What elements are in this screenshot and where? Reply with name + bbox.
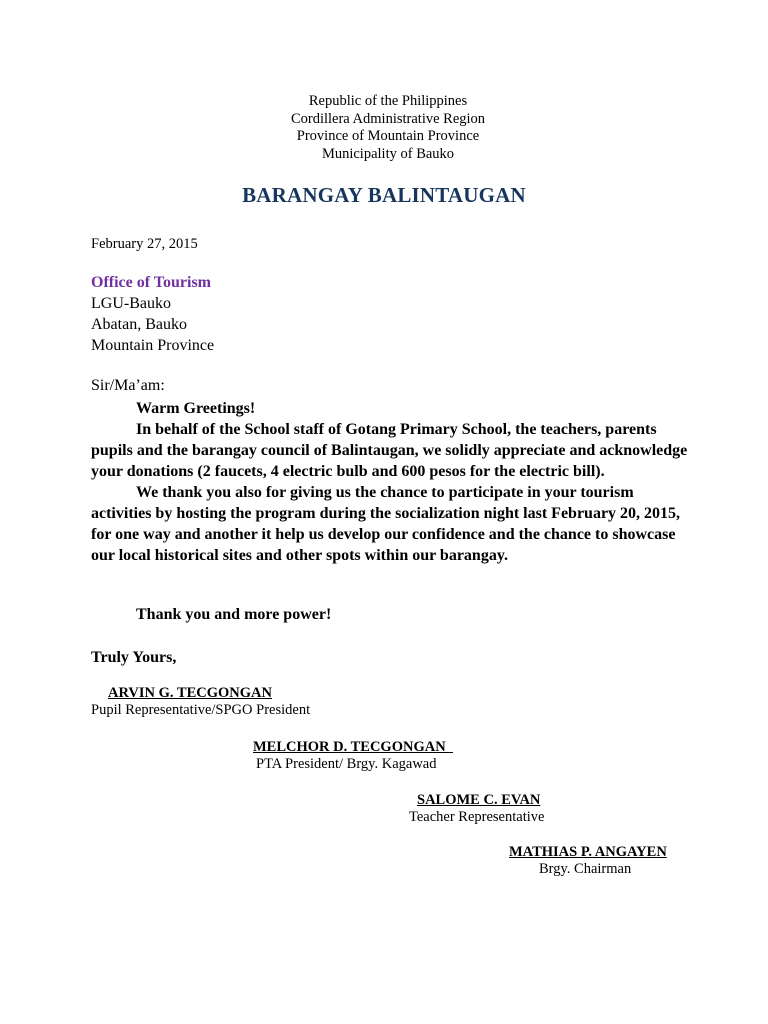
addressee-office: Office of Tourism [91, 274, 211, 291]
signatory-block [509, 844, 667, 878]
letterhead [0, 93, 768, 163]
header-line-region: Cordillera Administrative Region [290, 110, 486, 127]
signatory-name: ARVIN G. TECGONGAN [108, 685, 272, 701]
header-line-province: Province of Mountain Province [296, 128, 480, 144]
signatory-name: MELCHOR D. TECGONGAN [253, 739, 453, 755]
signatory-role: Brgy. Chairman [539, 861, 632, 877]
body-paragraph-2: We thank you also for giving us the chance to participate in your tourism activities by hosting the program during the socialization night last February 20, 2015, for one way and another it help us develop our confidence and the chance to showcase our local historical sites and other spots within our barangay. [91, 484, 681, 564]
addressee-line: LGU-Bauko [91, 295, 171, 312]
body-paragraph-1: In behalf of the School staff of Gotang Primary School, the teachers, parents pupils and the barangay council of Balintaugan, we solidly appreciate and acknowledge your donations (2 faucets, 4 electric bulb and 600 pesos for the electric bill). [91, 421, 688, 480]
addressee-line: Mountain Province [91, 337, 215, 354]
letter-date: February 27, 2015 [91, 236, 198, 252]
thanks-line: Thank you and more power! [136, 606, 332, 623]
greeting: Warm Greetings! [136, 400, 256, 417]
signatory-role: Teacher Representative [409, 809, 545, 825]
signatory-block [409, 792, 544, 826]
signatory-role: PTA President/ Brgy. Kagawad [256, 756, 437, 772]
salutation: Sir/Ma’am: [91, 377, 165, 394]
header-line-municipality: Municipality of Bauko [321, 145, 455, 162]
addressee-block [91, 272, 214, 356]
organization-title: BARANGAY BALINTAUGAN [242, 183, 526, 207]
signatory-block [91, 685, 310, 719]
header-line-country: Republic of the Philippines [308, 93, 468, 109]
closing-line: Truly Yours, [91, 649, 177, 666]
signatory-name: SALOME C. EVAN [417, 792, 541, 808]
letter-body [91, 398, 691, 566]
signatory-block [253, 739, 453, 773]
addressee-line: Abatan, Bauko [91, 316, 187, 333]
signatory-role: Pupil Representative/SPGO President [91, 702, 311, 718]
signatory-name: MATHIAS P. ANGAYEN [509, 844, 667, 860]
